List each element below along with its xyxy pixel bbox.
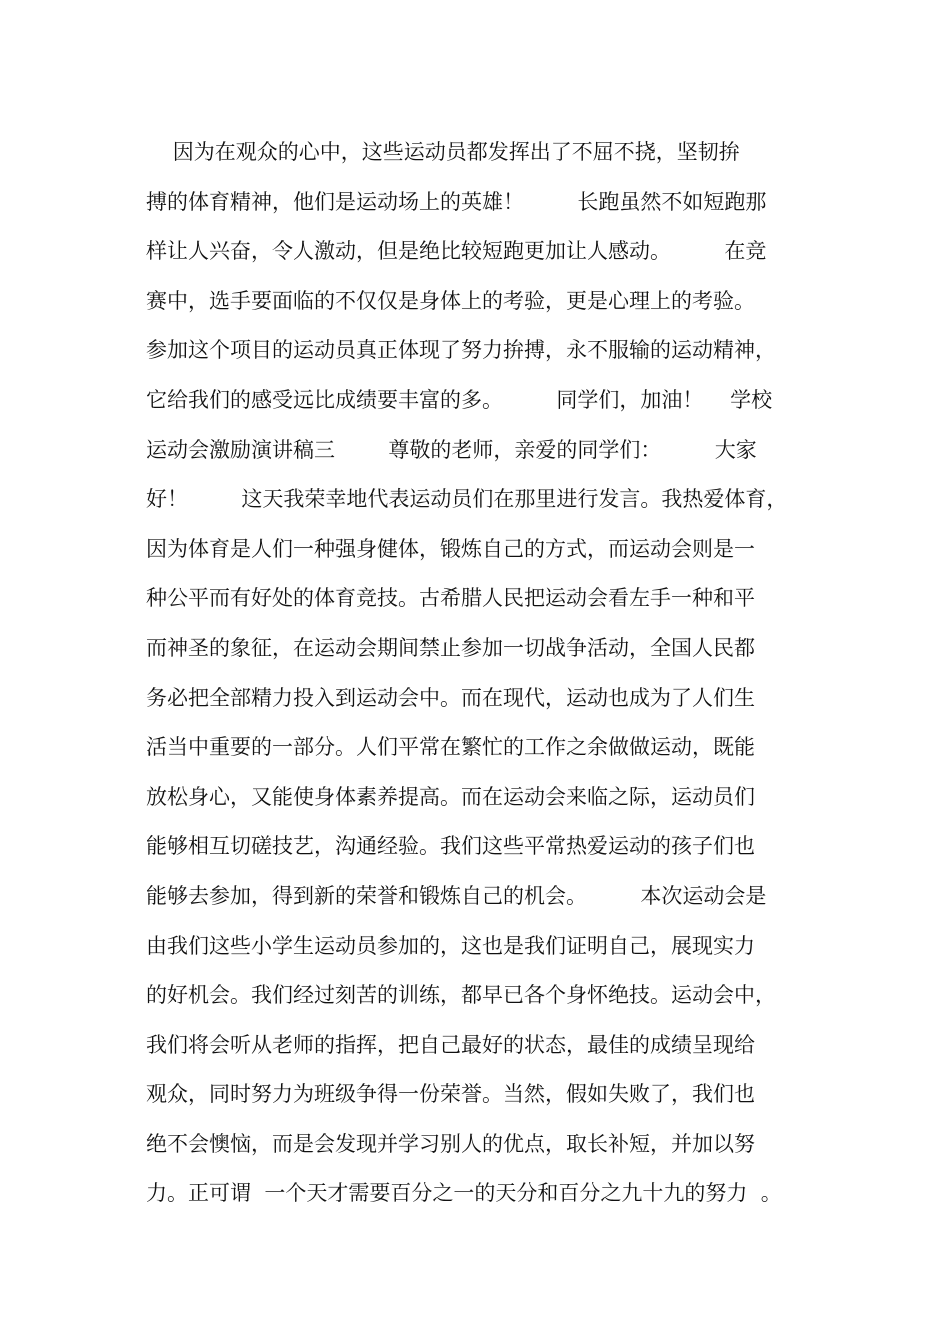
text-line: 能够去参加，得到新的荣誉和锻炼自己的机会。 本次运动会是 — [146, 883, 767, 908]
text-line: 放松身心，又能使身体素养提高。而在运动会来临之际，运动员们 — [146, 784, 755, 809]
text-line: 的好机会。我们经过刻苦的训练，都早已各个身怀绝技。运动会中， — [146, 983, 776, 1008]
text-line: 搏的体育精神，他们是运动场上的英雄！ 长跑虽然不如短跑那 — [146, 189, 767, 214]
text-line: 赛中，选手要面临的不仅仅是身体上的考验，更是心理上的考验。 — [146, 288, 755, 313]
body-text — [146, 128, 836, 1219]
text-line: 因为体育是人们一种强身健体，锻炼自己的方式，而运动会则是一 — [146, 536, 755, 561]
text-line: 我们将会听从老师的指挥，把自己最好的状态，最佳的成绩呈现给 — [146, 1032, 755, 1057]
text-line: 样让人兴奋，令人激动，但是绝比较短跑更加让人感动。 在竞 — [146, 239, 767, 264]
text-line: 能够相互切磋技艺，沟通经验。我们这些平常热爱运动的孩子们也 — [146, 834, 755, 859]
text-line: 活当中重要的一部分。人们平常在繁忙的工作之余做做运动，既能 — [146, 735, 755, 760]
text-line: 而神圣的象征，在运动会期间禁止参加一切战争活动，全国人民都 — [146, 635, 755, 660]
text-line: 好！ 这天我荣幸地代表运动员们在那里进行发言。我热爱体育， — [146, 487, 788, 512]
text-line: 绝不会懊恼，而是会发现并学习别人的优点，取长补短，并加以努 — [146, 1131, 755, 1156]
text-line: 力。正可谓 一个天才需要百分之一的天分和百分之九十九的努力 。 — [146, 1181, 782, 1206]
text-line: 务必把全部精力投入到运动会中。而在现代，运动也成为了人们生 — [146, 685, 755, 710]
text-line: 由我们这些小学生运动员参加的，这也是我们证明自己，展现实力 — [146, 933, 755, 958]
text-line: 它给我们的感受远比成绩要丰富的多。 同学们，加油！ 学校 — [146, 387, 773, 412]
text-line: 观众，同时努力为班级争得一份荣誉。当然，假如失败了，我们也 — [146, 1082, 755, 1107]
text-line: 种公平而有好处的体育竞技。古希腊人民把运动会看左手一种和平 — [146, 586, 755, 611]
text-line: 参加这个项目的运动员真正体现了努力拚搏，永不服输的运动精神， — [146, 338, 776, 363]
text-line: 运动会激励演讲稿三 尊敬的老师，亲爱的同学们： 大家 — [146, 437, 757, 462]
text-line: 因为在观众的心中，这些运动员都发挥出了不屈不挠，坚韧拚 — [146, 140, 740, 164]
